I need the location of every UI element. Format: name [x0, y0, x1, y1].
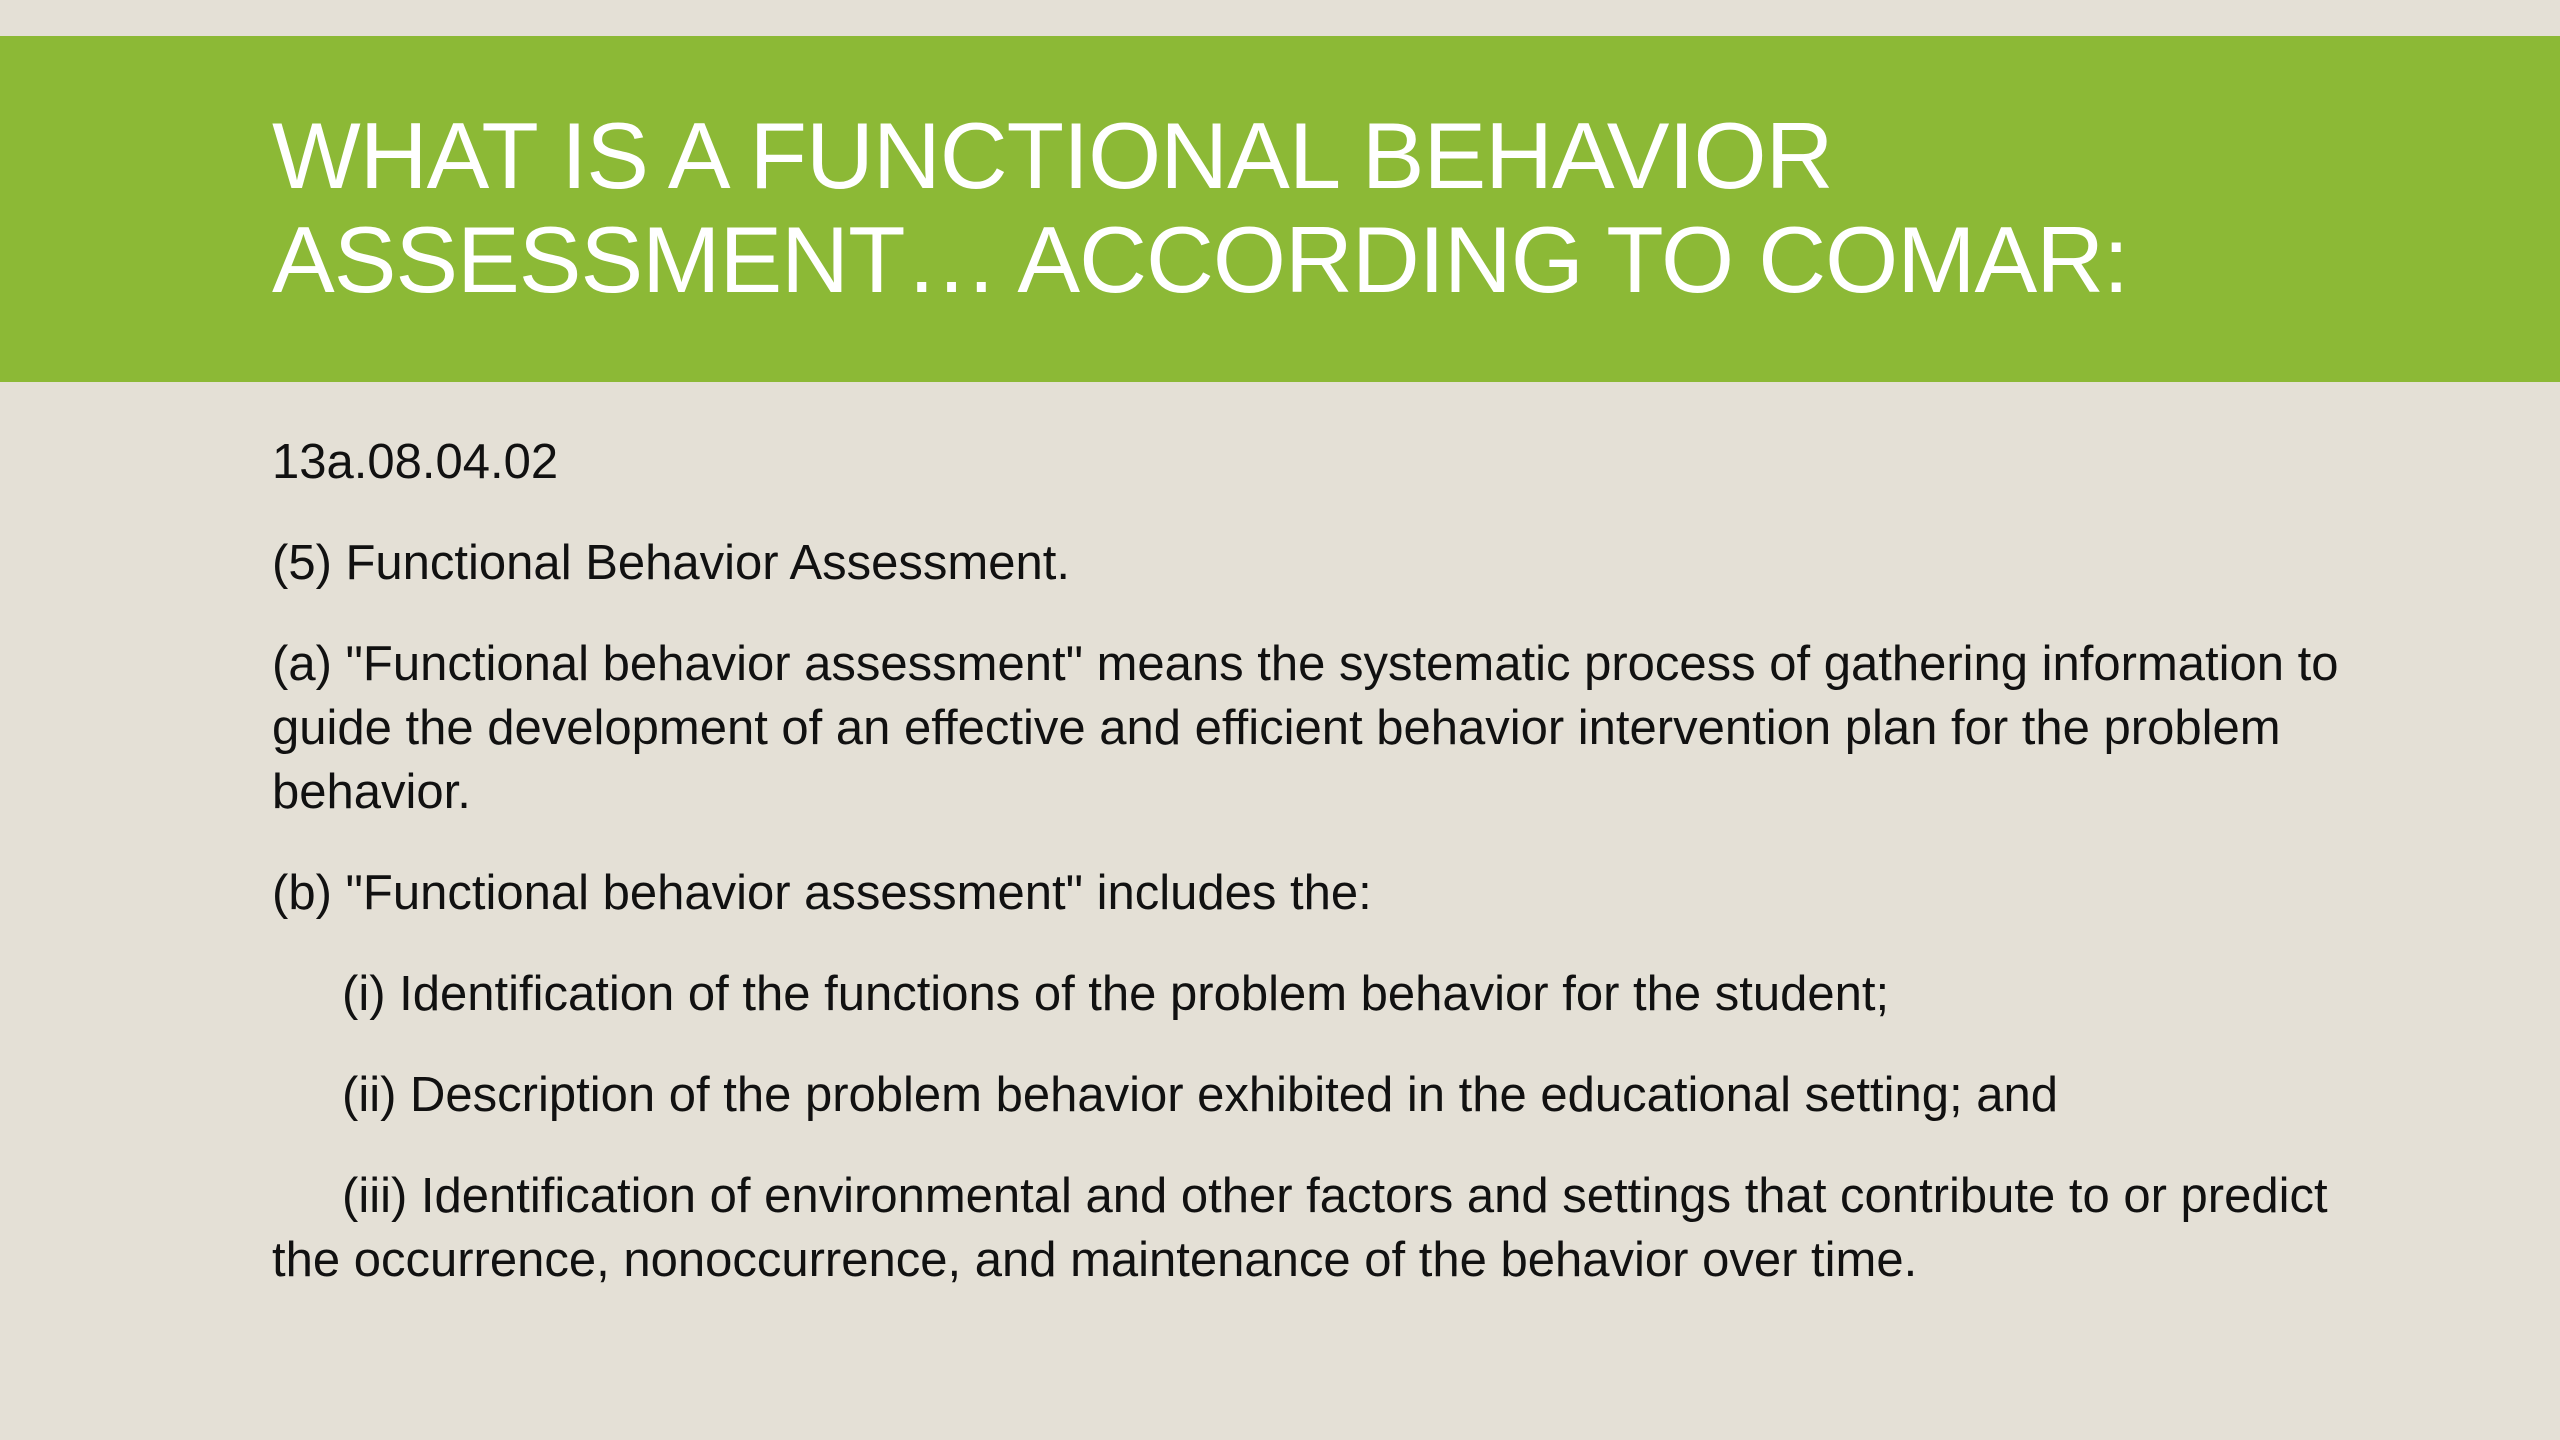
definition-paragraph-b: (b) "Functional behavior assessment" includes the: — [272, 866, 1372, 920]
section-heading: (5) Functional Behavior Assessment. — [272, 536, 1070, 590]
slide-title-line-1: WHAT IS A FUNCTIONAL BEHAVIOR — [272, 103, 1833, 208]
definition-paragraph-a: (a) "Functional behavior assessment" means the systematic process of gathering information to guide the development of an effective and efficient behavior intervention plan for the problem behavior. — [272, 637, 2339, 819]
list-item-iii: (iii) Identification of environmental and other factors and settings that contribute to or predict the occurrence, nonoccurrence, and maintenance of the behavior over time. — [272, 1169, 2328, 1287]
slide-title-line-2: ASSESSMENT… ACCORDING TO COMAR: — [272, 207, 2129, 312]
slide-body — [272, 430, 2352, 1329]
slide-title — [272, 104, 2472, 312]
regulation-code: 13a.08.04.02 — [272, 435, 559, 489]
list-item-i: (i) Identification of the functions of the problem behavior for the student; — [342, 967, 1890, 1021]
list-item-ii: (ii) Description of the problem behavior exhibited in the educational setting; and — [342, 1068, 2059, 1122]
